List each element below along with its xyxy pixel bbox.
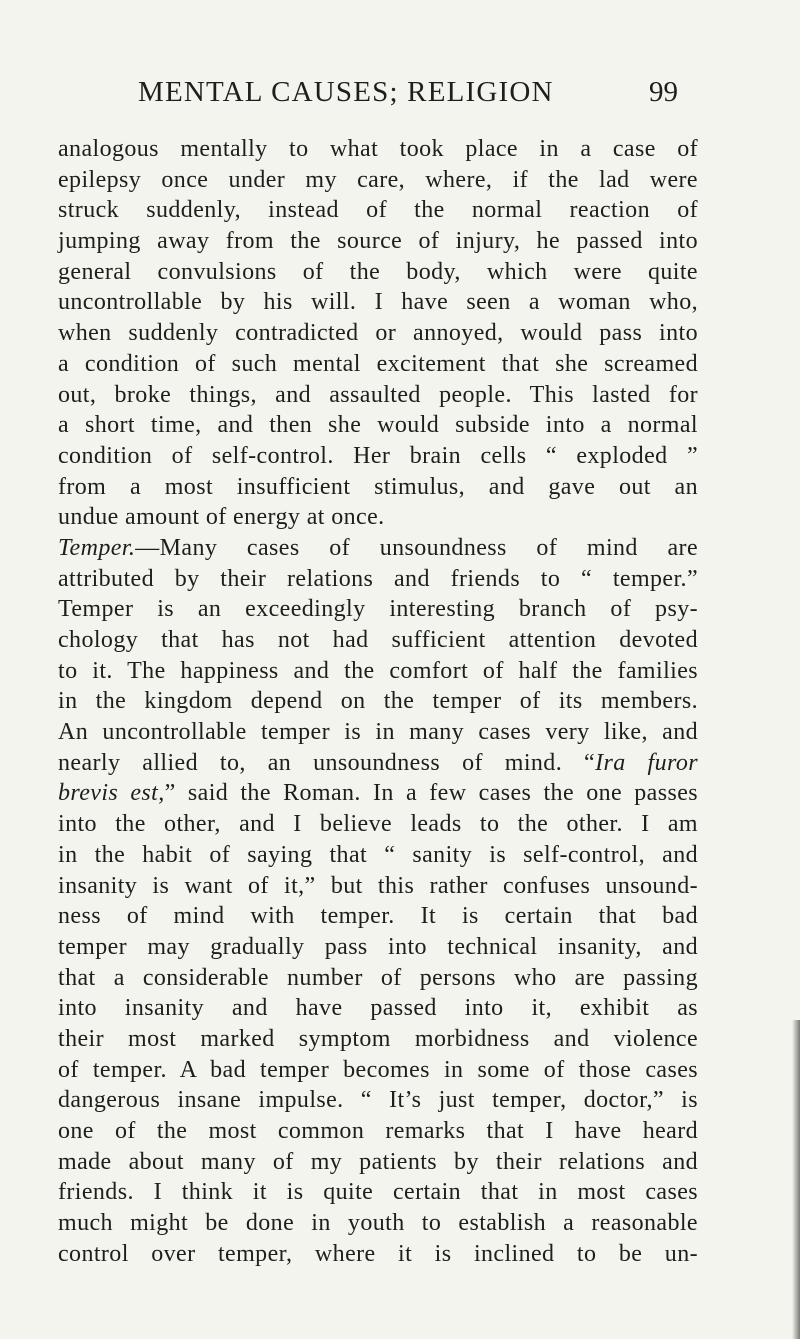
text-line: in the habit of saying that “ sanity is self-control, and: [58, 841, 698, 868]
text-line: condition of self-control. Her brain cells “ exploded ”: [58, 442, 698, 469]
text-line: into insanity and have passed into it, exhibit as: [58, 995, 698, 1022]
text-line: general convulsions of the body, which were quite: [58, 258, 698, 285]
text-line: into the other, and I believe leads to the other. I am: [58, 811, 698, 838]
chapter-title: MENTAL CAUSES; RELIGION: [138, 76, 554, 108]
text-line: dangerous insane impulse. “ It’s just temper, doctor,” is: [58, 1087, 698, 1114]
text-span: —Many cases of unsoundness of mind are: [135, 534, 698, 561]
text-span: nearly allied to, an unsoundness of mind. “: [58, 749, 596, 776]
text-line: when suddenly contradicted or annoyed, would pass into: [58, 320, 698, 347]
text-line: analogous mentally to what took place in a case of: [58, 136, 698, 162]
text-line: that a considerable number of persons who are passing: [58, 964, 698, 991]
text-line: of temper. A bad temper becomes in some of those cases: [58, 1056, 698, 1083]
text-line: to it. The happiness and the comfort of half the families: [58, 657, 698, 684]
text-line: one of the most common remarks that I have heard: [58, 1118, 698, 1144]
running-head: [138, 72, 678, 122]
body-text: [58, 134, 698, 1269]
text-line: chology that has not had sufficient attention devoted: [58, 627, 698, 653]
text-line: ness of mind with temper. It is certain that bad: [58, 903, 698, 930]
latin-quote: brevis est,: [58, 780, 165, 807]
text-line: made about many of my patients by their relations and: [58, 1148, 698, 1175]
text-line: insanity is want of it,” but this rather confuses unsound-: [58, 872, 698, 899]
page-number: 99: [649, 76, 678, 108]
text-line-ira: [58, 748, 698, 779]
text-line: in the kingdom depend on the temper of its members.: [58, 688, 698, 715]
text-line: epilepsy once under my care, where, if the lad were: [58, 166, 698, 193]
text-line: their most marked symptom morbidness and violence: [58, 1025, 698, 1052]
text-line: undue amount of energy at once.: [58, 504, 385, 531]
text-line-temper-heading: [58, 533, 698, 564]
text-line: a short time, and then she would subside into a normal: [58, 412, 698, 439]
text-line: attributed by their relations and friends to “ temper.”: [58, 565, 698, 592]
text-span: ” said the Roman. In a few cases the one passes: [164, 780, 698, 807]
text-line: friends. I think it is quite certain that in most cases: [58, 1179, 698, 1206]
section-heading-temper: Temper.: [58, 534, 136, 561]
text-line: struck suddenly, instead of the normal reaction of: [58, 197, 698, 224]
text-line: out, broke things, and assaulted people. This lasted for: [58, 381, 698, 408]
text-line: from a most insufficient stimulus, and gave out an: [58, 473, 698, 500]
text-line: Temper is an exceedingly interesting branch of psy-: [58, 596, 698, 623]
page-edge-shadow: [792, 1020, 800, 1339]
text-line-brevis: [58, 778, 698, 809]
latin-quote: Ira furor: [595, 749, 699, 776]
text-line: jumping away from the source of injury, he passed into: [58, 228, 698, 255]
text-line: a condition of such mental excitement that she screamed: [58, 350, 698, 377]
text-line: An uncontrollable temper is in many cases very like, and: [58, 719, 698, 746]
text-line: much might be done in youth to establish a reasonable: [58, 1210, 698, 1237]
text-line: uncontrollable by his will. I have seen a woman who,: [58, 289, 698, 316]
text-line: control over temper, where it is inclined to be un-: [58, 1240, 698, 1267]
text-line: temper may gradually pass into technical insanity, and: [58, 933, 698, 960]
